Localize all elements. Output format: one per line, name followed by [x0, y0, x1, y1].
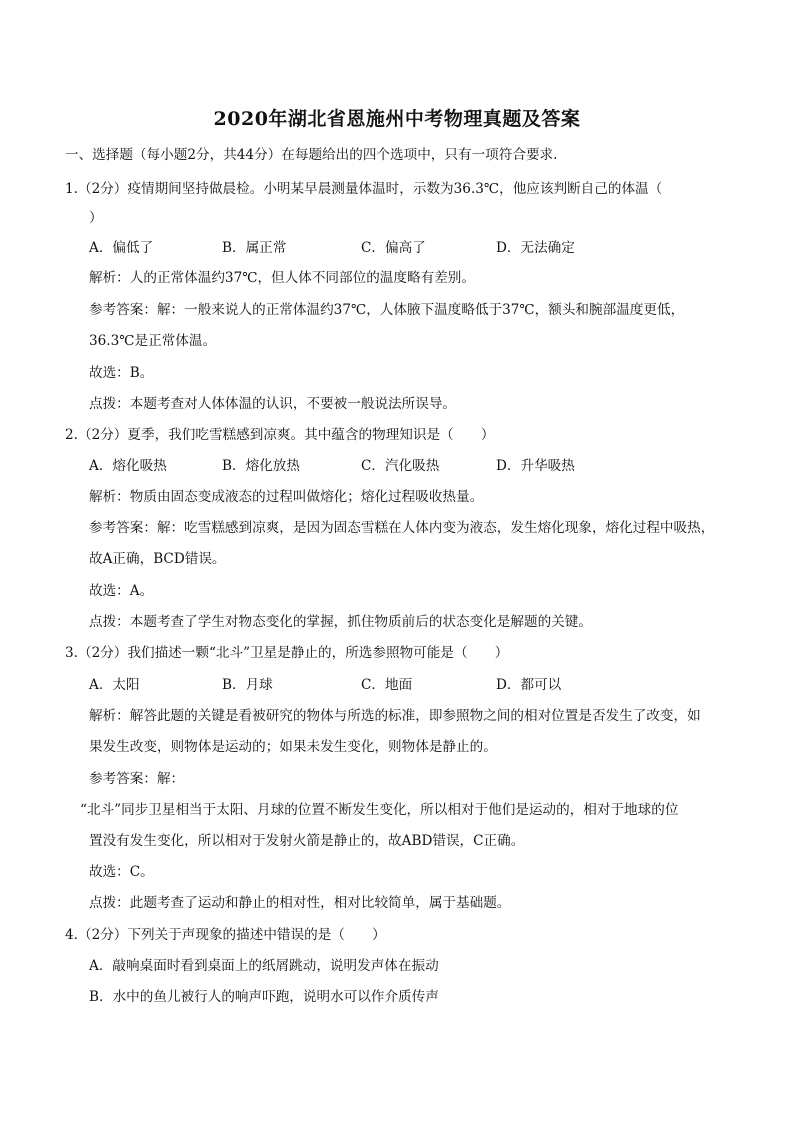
q2-option-b: B．熔化放热: [222, 458, 300, 474]
q3-answer-head: 参考答案：解：: [89, 771, 185, 787]
q1-choice: 故选：B。: [89, 365, 154, 381]
q3-option-d: D．都可以: [496, 677, 562, 693]
q1-analysis: 解析：人的正常体温约37℃，但人体不同部位的温度略有差别。: [89, 270, 475, 286]
q2-analysis: 解析：物质由固态变成液态的过程叫做熔化；熔化过程吸收热量。: [89, 489, 484, 505]
page-title: 2020年湖北省恩施州中考物理真题及答案: [213, 108, 581, 130]
q2-option-d: D．升华吸热: [496, 458, 575, 474]
q2-option-a: A．熔化吸热: [89, 458, 167, 474]
q1-answer-line2: 36.3℃是正常体温。: [89, 333, 217, 349]
q2-answer-line2: 故A正确，BCD错误。: [89, 551, 226, 567]
q3-analysis-line2: 果发生改变，则物体是运动的；如果未发生变化，则物体是静止的。: [89, 739, 497, 755]
q2-option-c: C．汽化吸热: [361, 458, 440, 474]
q1-stem-continued: ）: [89, 210, 103, 226]
q3-choice: 故选：C。: [89, 864, 154, 880]
q1-option-b: B．属正常: [222, 240, 287, 256]
q2-stem: 2.（2分）夏季，我们吃雪糕感到凉爽。其中蕴含的物理知识是（ ）: [65, 427, 495, 443]
q2-choice: 故选：A。: [89, 583, 154, 599]
q3-option-c: C．地面: [361, 677, 413, 693]
q1-stem: 1.（2分）疫情期间坚持做晨检。小明某早晨测量体温时，示数为36.3℃，他应该判断自己的体温（: [65, 181, 663, 197]
q3-option-b: B．月球: [222, 677, 273, 693]
q3-option-a: A．太阳: [89, 677, 140, 693]
q3-stem: 3.（2分）我们描述一颗“北斗”卫星是静止的，所选参照物可能是（ ）: [65, 645, 509, 661]
q4-stem: 4.（2分）下列关于声现象的描述中错误的是（ ）: [65, 927, 386, 943]
q4-option-b: B．水中的鱼儿被行人的响声吓跑，说明水可以作介质传声: [89, 989, 439, 1005]
q1-option-a: A．偏低了: [89, 240, 154, 256]
q3-analysis-line1: 解析：解答此题的关键是看被研究的物体与所选的标准，即参照物之间的相对位置是否发生了改变，如: [89, 708, 701, 724]
q3-answer-line2: 置没有发生变化，所以相对于发射火箭是静止的，故ABD错误，C正确。: [89, 833, 525, 849]
q1-answer-line1: 参考答案：解：一般来说人的正常体温约37℃，人体腋下温度略低于37℃，额头和腕部温度更低，: [89, 302, 685, 318]
q3-answer-line1: “北斗”同步卫星相当于太阳、月球的位置不断发生变化，所以相对于他们是运动的，相对于地球的位: [80, 802, 679, 818]
q1-comment: 点拨：本题考查对人体体温的认识，不要被一般说法所误导。: [89, 396, 457, 412]
q2-answer-line1: 参考答案：解：吃雪糕感到凉爽，是因为固态雪糕在人体内变为液态，发生熔化现象，熔化过程中吸热，: [89, 520, 715, 536]
q3-comment: 点拨：此题考查了运动和静止的相对性，相对比较简单，属于基础题。: [89, 895, 511, 911]
section-heading: 一、选择题（每小题2分，共44分）在每题给出的四个选项中，只有一项符合要求.: [65, 147, 558, 163]
q1-option-c: C．偏高了: [361, 240, 426, 256]
q4-option-a: A．敲响桌面时看到桌面上的纸屑跳动，说明发声体在振动: [89, 958, 439, 974]
q2-comment: 点拨：本题考查了学生对物态变化的掌握，抓住物质前后的状态变化是解题的关键。: [89, 614, 592, 630]
q1-option-d: D．无法确定: [496, 240, 575, 256]
